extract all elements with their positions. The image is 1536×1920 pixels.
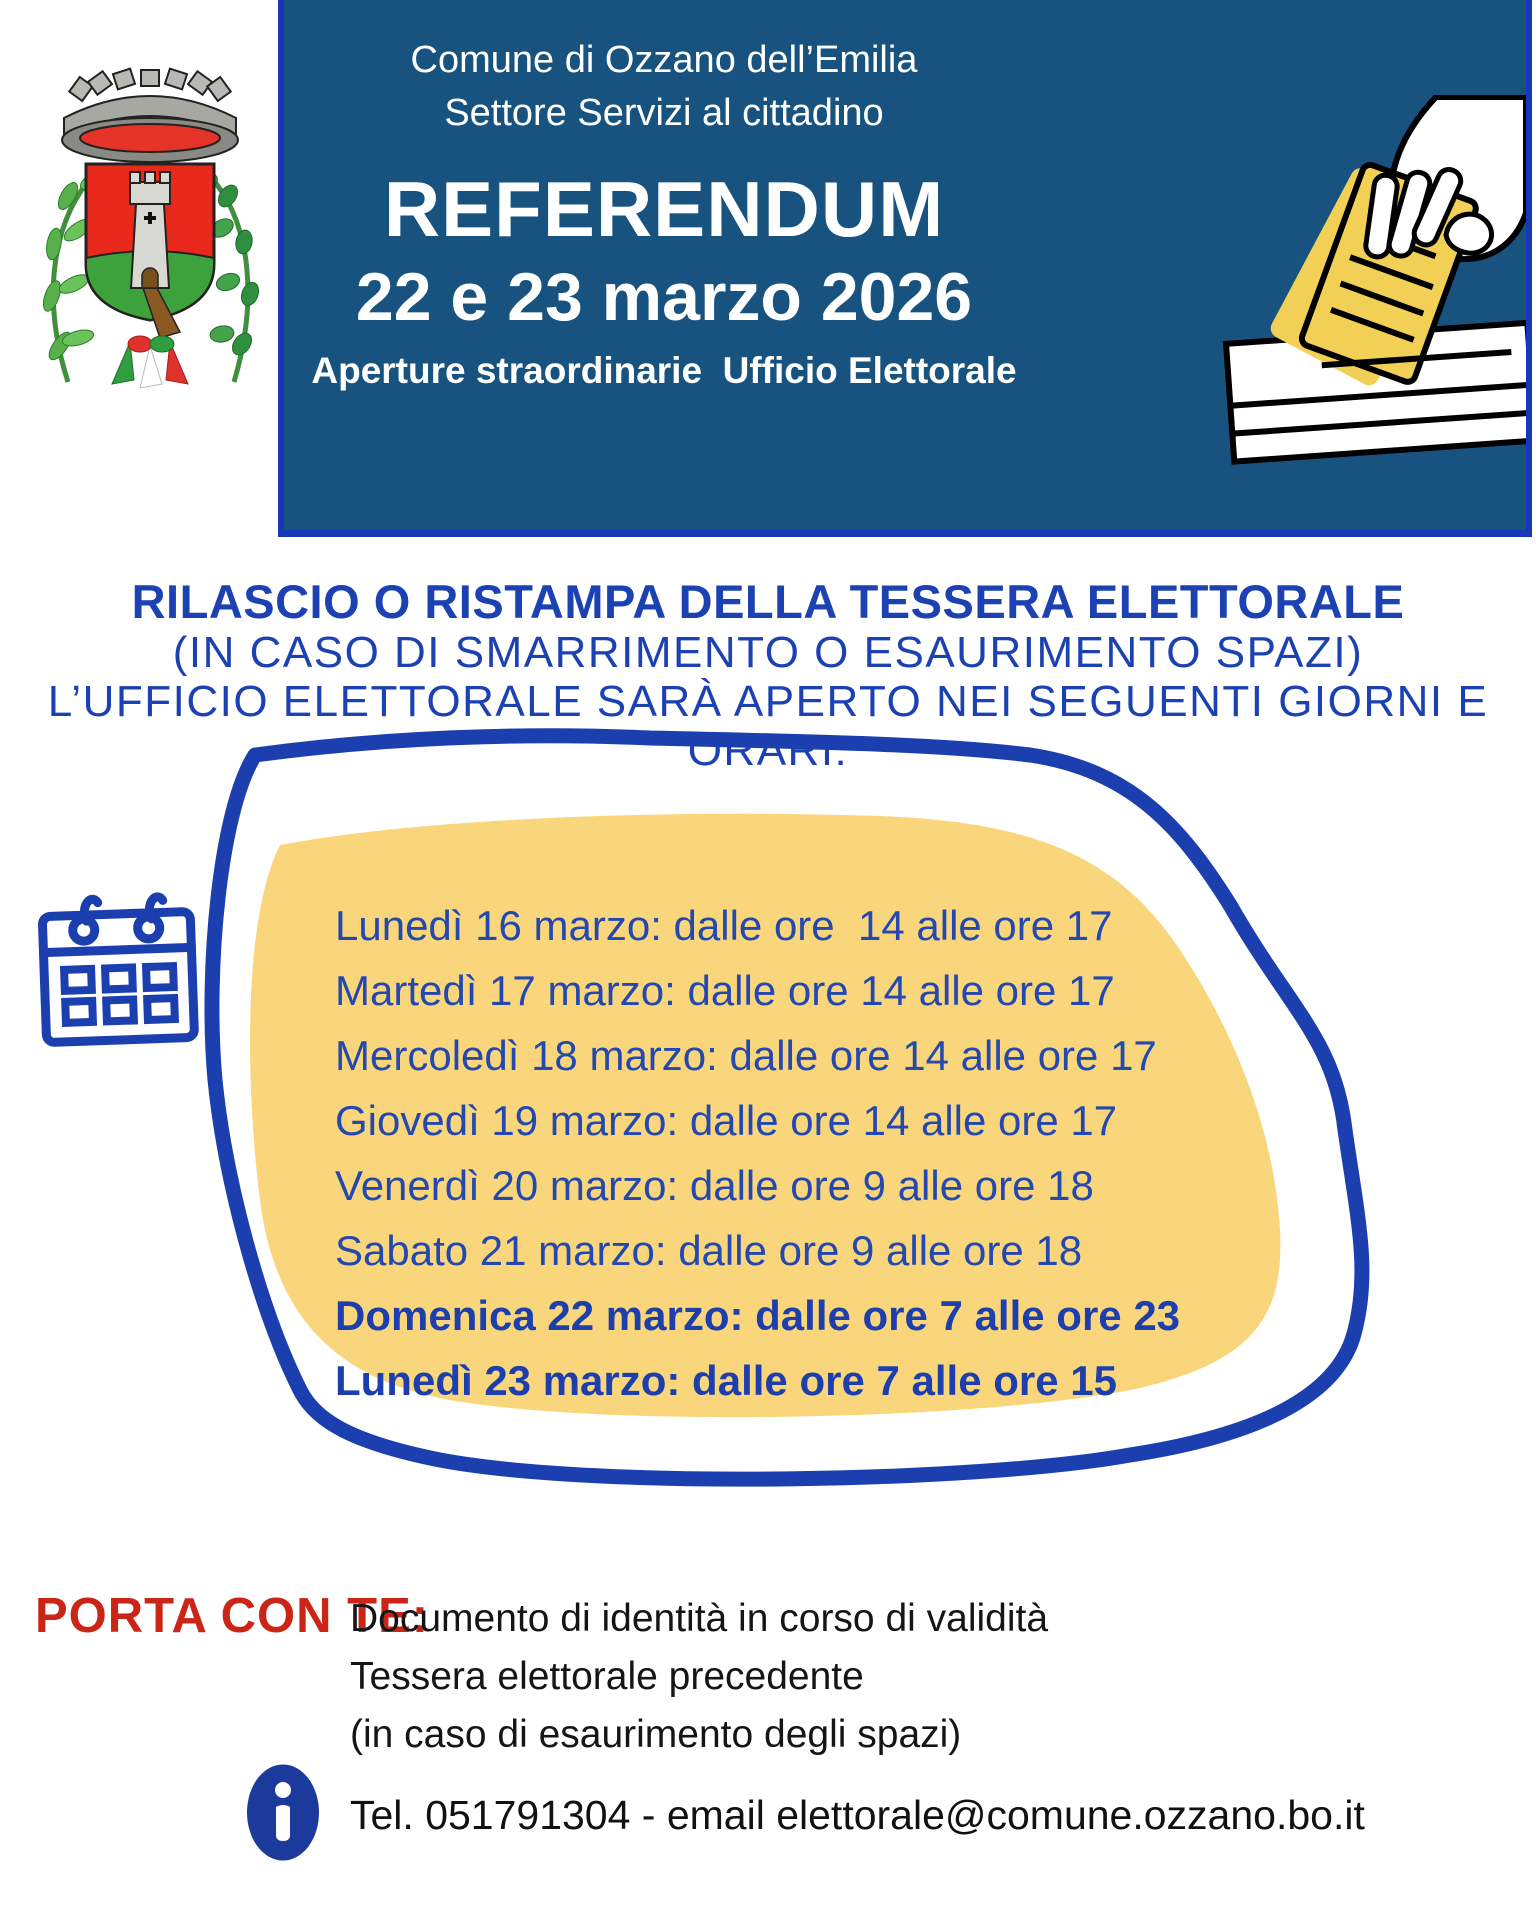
banner-text-block: [284, 0, 1044, 396]
bring-list: [350, 1590, 1048, 1764]
referendum-title: REFERENDUM: [383, 165, 945, 253]
schedule-item-voting-day: Lunedì 23 marzo: dalle ore 7 alle ore 15: [335, 1357, 1117, 1404]
info-icon: [246, 1763, 320, 1862]
header-banner: [278, 0, 1532, 537]
schedule-item: Giovedì 19 marzo: dalle ore 14 alle ore 17: [335, 1097, 1118, 1144]
intro-detail: L’UFFICIO ELETTORALE SARÀ APERTO NEI SEGUENTI GIORNI E ORARI:: [47, 677, 1489, 775]
intro-subtitle: (IN CASO DI SMARRIMENTO O ESAURIMENTO SPAZI): [172, 628, 1364, 677]
organization-department: Settore Servizi al cittadino: [444, 92, 884, 134]
schedule-item: Sabato 21 marzo: dalle ore 9 alle ore 18: [335, 1227, 1083, 1274]
shield: [86, 164, 214, 338]
organization-name: Comune di Ozzano dell’Emilia: [410, 39, 918, 81]
intro-title: RILASCIO O RISTAMPA DELLA TESSERA ELETTORALE: [131, 575, 1405, 628]
municipal-coat-of-arms: [30, 46, 270, 394]
schedule-item: Martedì 17 marzo: dalle ore 14 alle ore 17: [335, 967, 1115, 1014]
schedule-item: Mercoledì 18 marzo: dalle ore 14 alle ore 17: [335, 1032, 1157, 1079]
referendum-dates: 22 e 23 marzo 2026: [355, 259, 973, 335]
schedule-item: Lunedì 16 marzo: dalle ore 14 alle ore 17: [335, 902, 1113, 949]
bring-item: (in caso di esaurimento degli spazi): [350, 1713, 962, 1756]
calendar-icon: [28, 880, 208, 1052]
schedule-item-voting-day: Domenica 22 marzo: dalle ore 7 alle ore 23: [335, 1292, 1181, 1339]
tricolor-ribbon: [112, 336, 188, 388]
bring-item: Tessera elettorale precedente: [350, 1655, 864, 1698]
schedule-list: [335, 893, 1180, 1413]
bring-label: PORTA CON TE:: [35, 1589, 430, 1643]
schedule-item: Venerdì 20 marzo: dalle ore 9 alle ore 18: [335, 1162, 1094, 1209]
bring-item: Documento di identità in corso di validità: [350, 1597, 1049, 1640]
contact-info: Tel. 051791304 - email elettorale@comune.ozzano.bo.it: [350, 1792, 1365, 1838]
mural-crown: [62, 69, 238, 162]
banner-subtitle: Aperture straordinarie Ufficio Elettorale: [311, 350, 1017, 391]
ballot-box-icon: [1184, 95, 1526, 465]
